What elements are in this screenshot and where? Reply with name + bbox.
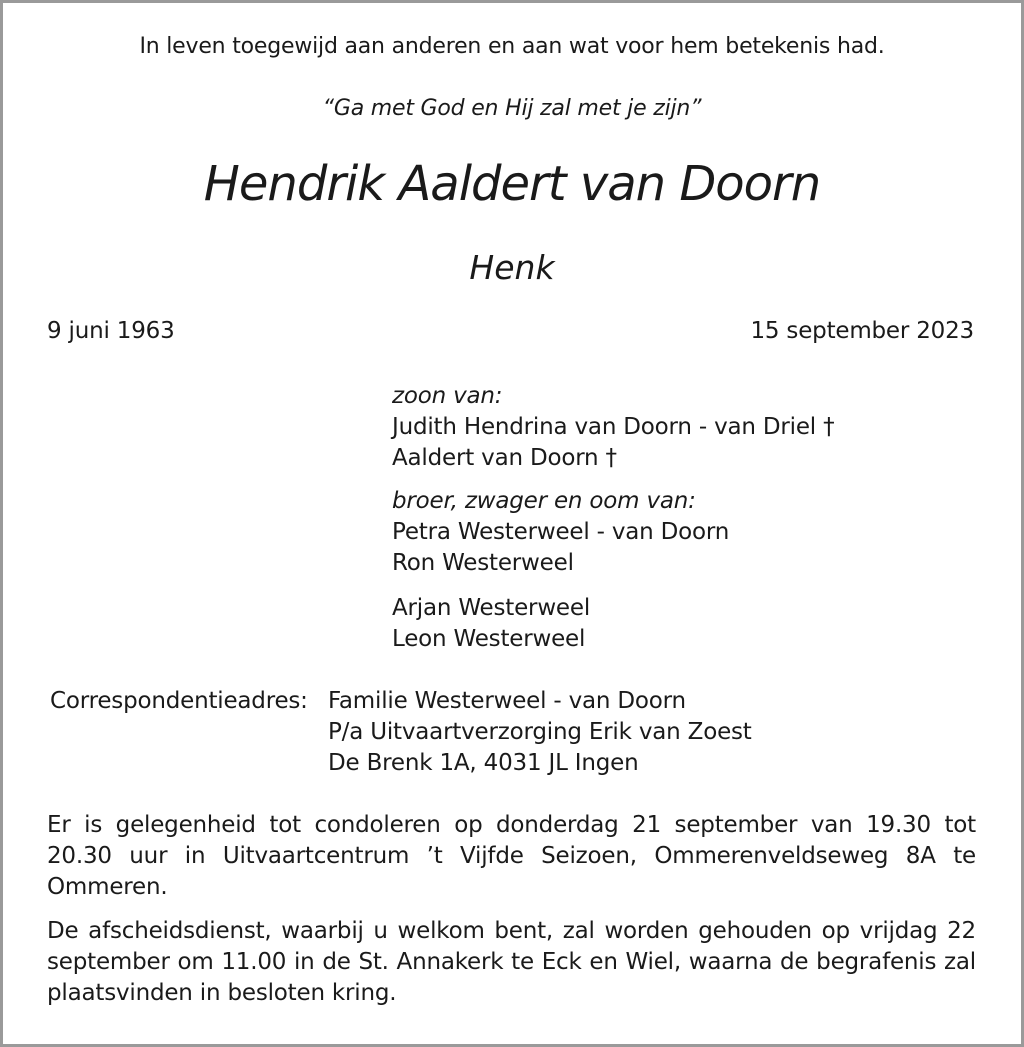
quote-text: “Ga met God en Hij zal met je zijn”	[322, 96, 702, 121]
death-date: 15 september 2023	[750, 318, 974, 344]
parent-name: Aaldert van Doorn †	[392, 445, 617, 471]
condolence-paragraph: Er is gelegenheid tot condoleren op donderdag 21 september van 19.30 tot 20.30 uur in Uitvaartcentrum ’t Vijfde Seizoen, Ommerenveldseweg 8A te Ommeren.	[47, 812, 976, 900]
parent-name: Judith Hendrina van Doorn - van Driel †	[392, 414, 835, 440]
deceased-name: Hendrik Aaldert van Doorn	[203, 156, 821, 212]
service-paragraph: De afscheidsdienst, waarbij u welkom bent, zal worden gehouden op vrijdag 22 september om 11.00 in de St. Annakerk te Eck en Wiel, waarna de begrafenis zal plaatsvinden in besloten kring.	[47, 918, 976, 1006]
birth-date: 9 juni 1963	[47, 318, 175, 344]
relative-name: Ron Westerweel	[392, 550, 574, 576]
address-line: Familie Westerweel - van Doorn	[328, 688, 686, 714]
address-line: De Brenk 1A, 4031 JL Ingen	[328, 750, 639, 776]
relative-name: Leon Westerweel	[392, 626, 586, 652]
sibling-of-label: broer, zwager en oom van:	[392, 488, 696, 514]
relative-name: Arjan Westerweel	[392, 595, 591, 621]
intro-text: In leven toegewijd aan anderen en aan wat voor hem betekenis had.	[139, 34, 885, 59]
correspondence-label: Correspondentieadres:	[50, 688, 308, 714]
relative-name: Petra Westerweel - van Doorn	[392, 519, 730, 545]
relations-sibling-of	[392, 486, 729, 579]
relations-nephews	[392, 593, 590, 655]
deceased-nickname: Henk	[469, 248, 555, 287]
son-of-label: zoon van:	[392, 383, 503, 409]
address-line: P/a Uitvaartverzorging Erik van Zoest	[328, 719, 752, 745]
correspondence-address	[328, 686, 752, 779]
relations-son-of	[392, 381, 834, 474]
